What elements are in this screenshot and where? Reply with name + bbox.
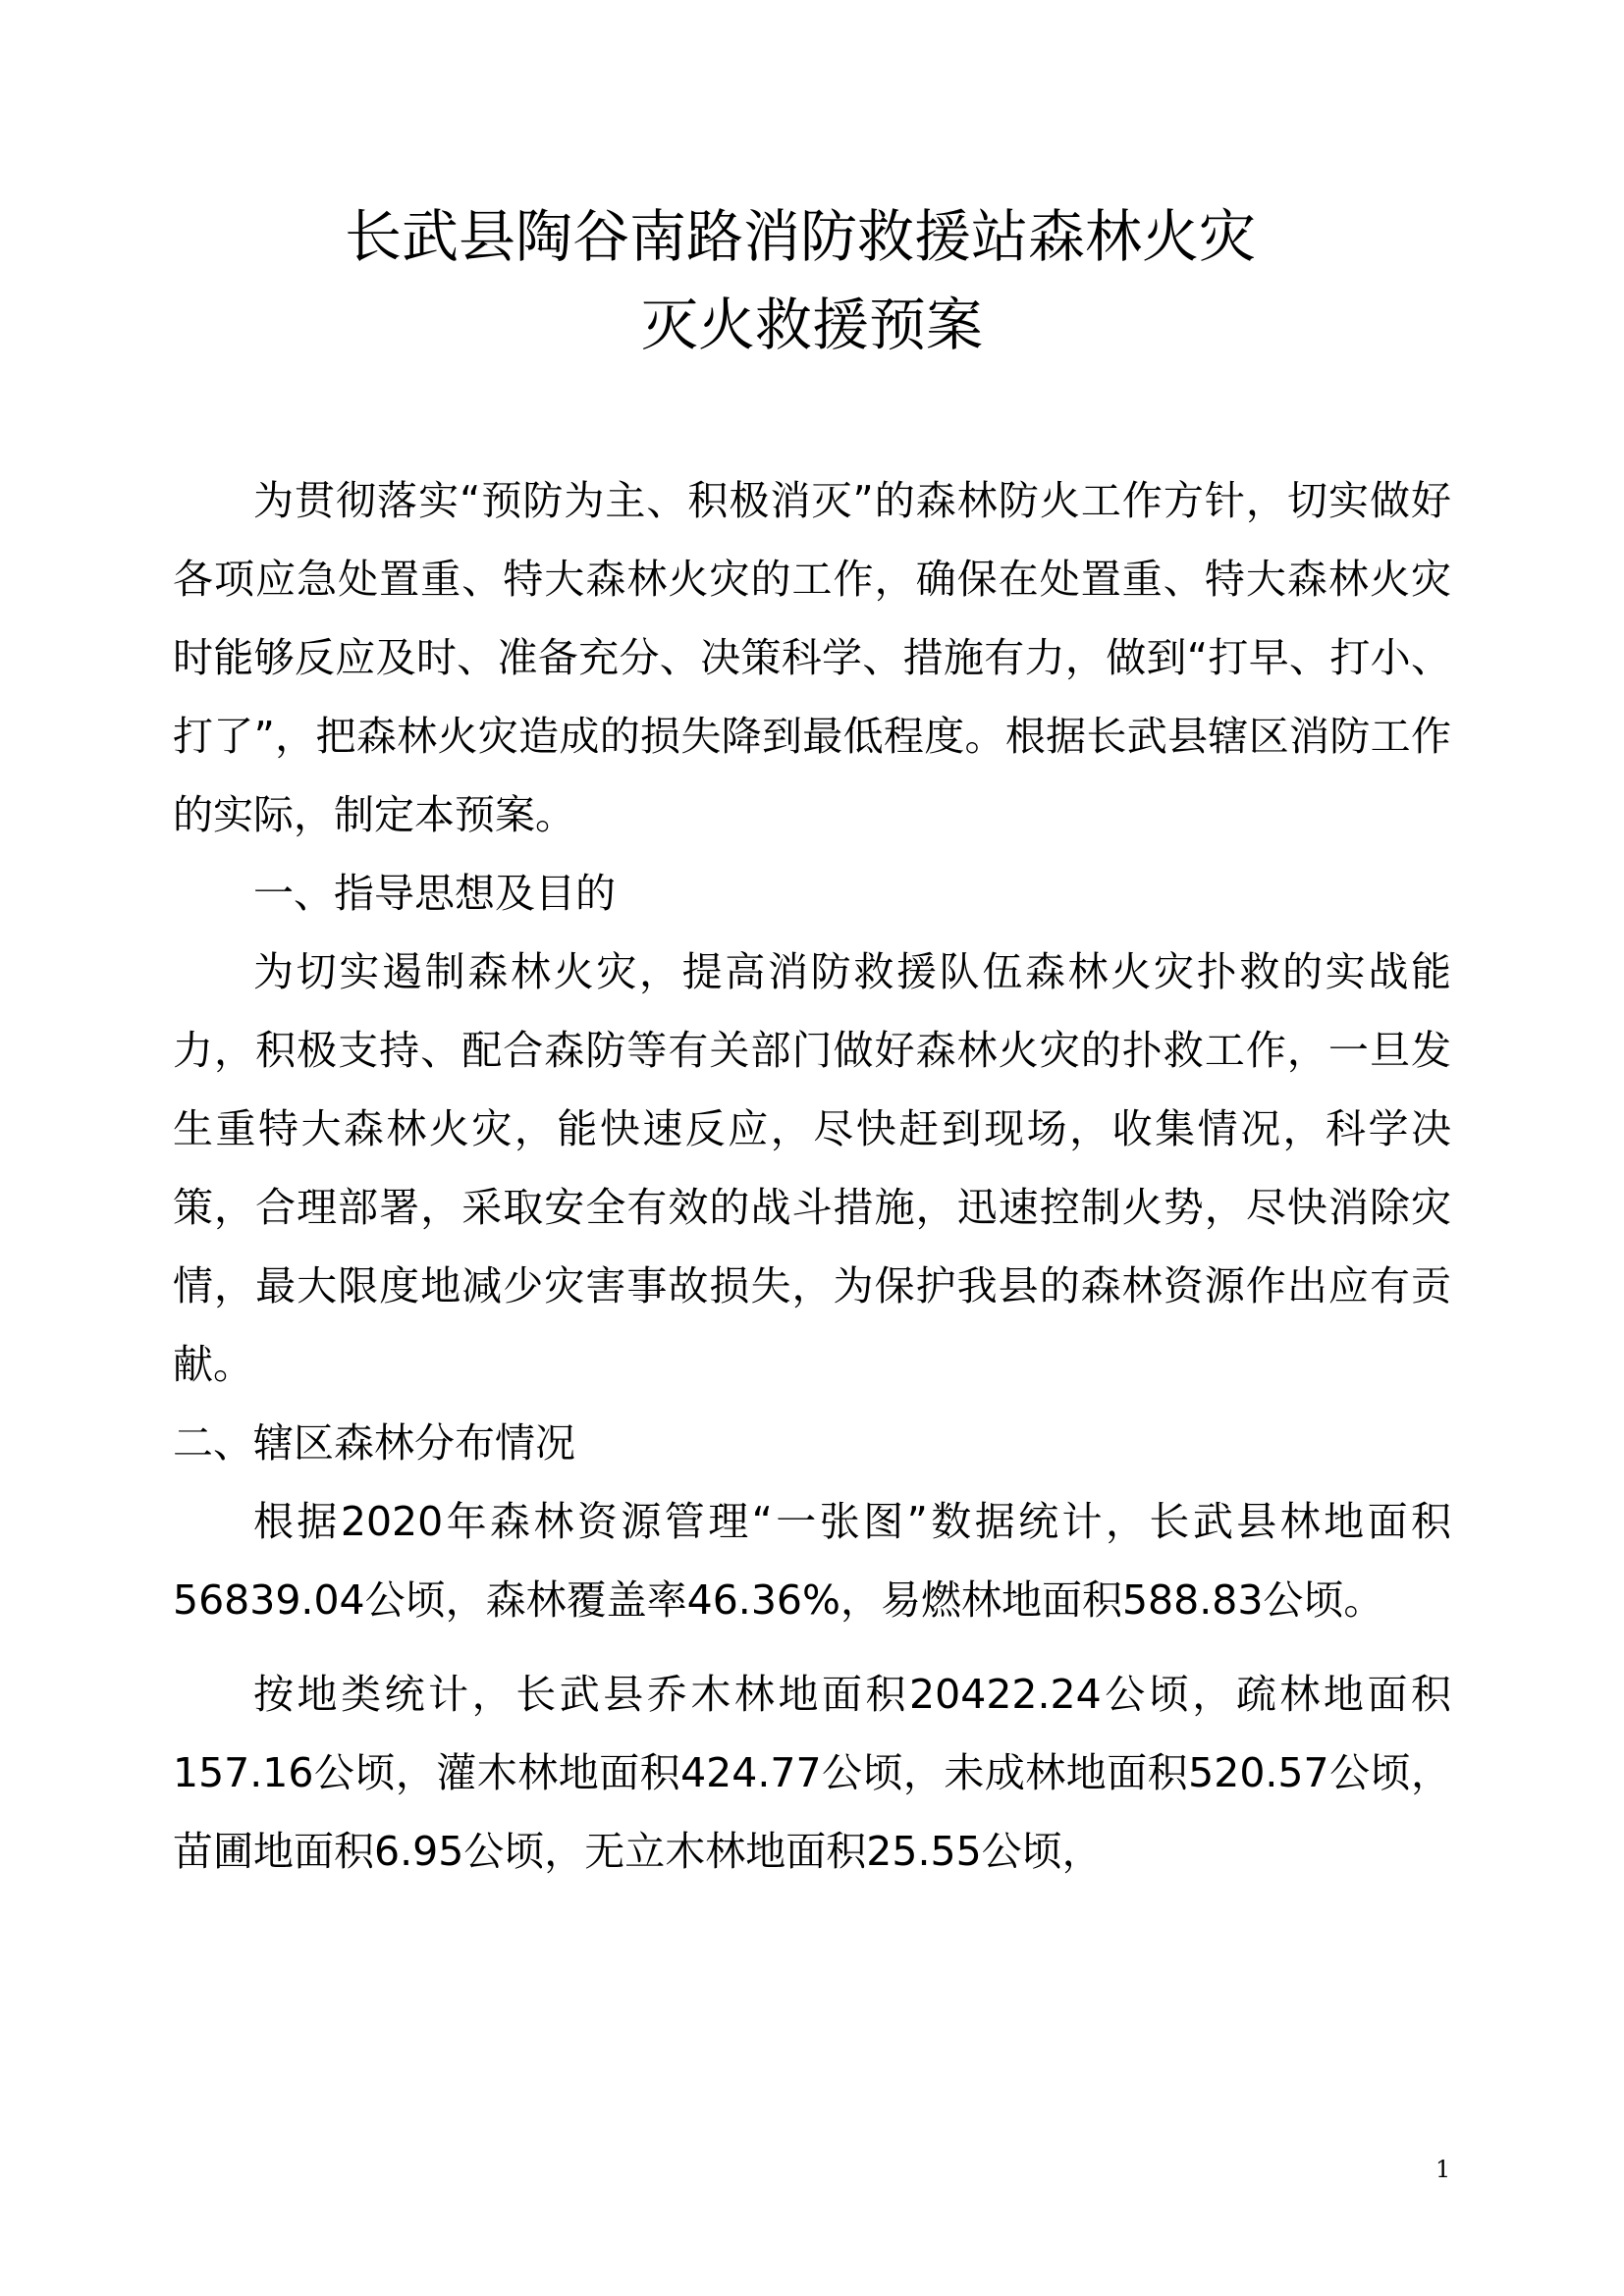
document-title-line-1: 长武县陶谷南路消防救援站森林火灾: [344, 203, 1256, 270]
land-type-statistics-paragraph: 按地类统计，长武县乔木林地面积20422.24公顷，疏林地面积157.16公顷，灌木林地面积424.77公顷，未成林地面积520.57公顷，苗圃地面积6.95公顷，无立木林地面积25.55公顷，: [173, 1671, 1451, 1875]
forest-statistics-paragraph: 根据2020年森林资源管理“一张图”数据统计，长武县林地面积56839.04公顷，森林覆盖率46.36%，易燃林地面积588.83公顷。: [173, 1498, 1451, 1624]
intro-paragraph: 为贯彻落实“预防为主、积极消灭”的森林防火工作方针，切实做好各项应急处置重、特大森林火灾的工作，确保在处置重、特大森林火灾时能够反应及时、准备充分、决策科学、措施有力，做到“打早、打小、打了”，把森林火灾造成的损失降到最低程度。根据长武县辖区消防工作的实际，制定本预案。: [173, 477, 1451, 838]
page-number: 1: [1435, 2156, 1451, 2183]
guiding-principle-paragraph: 为切实遏制森林火灾，提高消防救援队伍森林火灾扑救的实战能力，积极支持、配合森防等有关部门做好森林火灾的扑救工作，一旦发生重特大森林火灾，能快速反应，尽快赶到现场，收集情况，科学决策，合理部署，采取安全有效的战斗措施，迅速控制火势，尽快消除灾情，最大限度地减少灾害事故损失，为保护我县的森林资源作出应有贡献。: [173, 948, 1451, 1388]
document-title-line-2: 灭火救援预案: [640, 292, 983, 358]
section-heading-forest-distribution: 二、辖区森林分布情况: [173, 1419, 575, 1467]
section-heading-guiding-principle: 一、指导思想及目的: [253, 870, 616, 917]
document-body: [173, 461, 1451, 1891]
